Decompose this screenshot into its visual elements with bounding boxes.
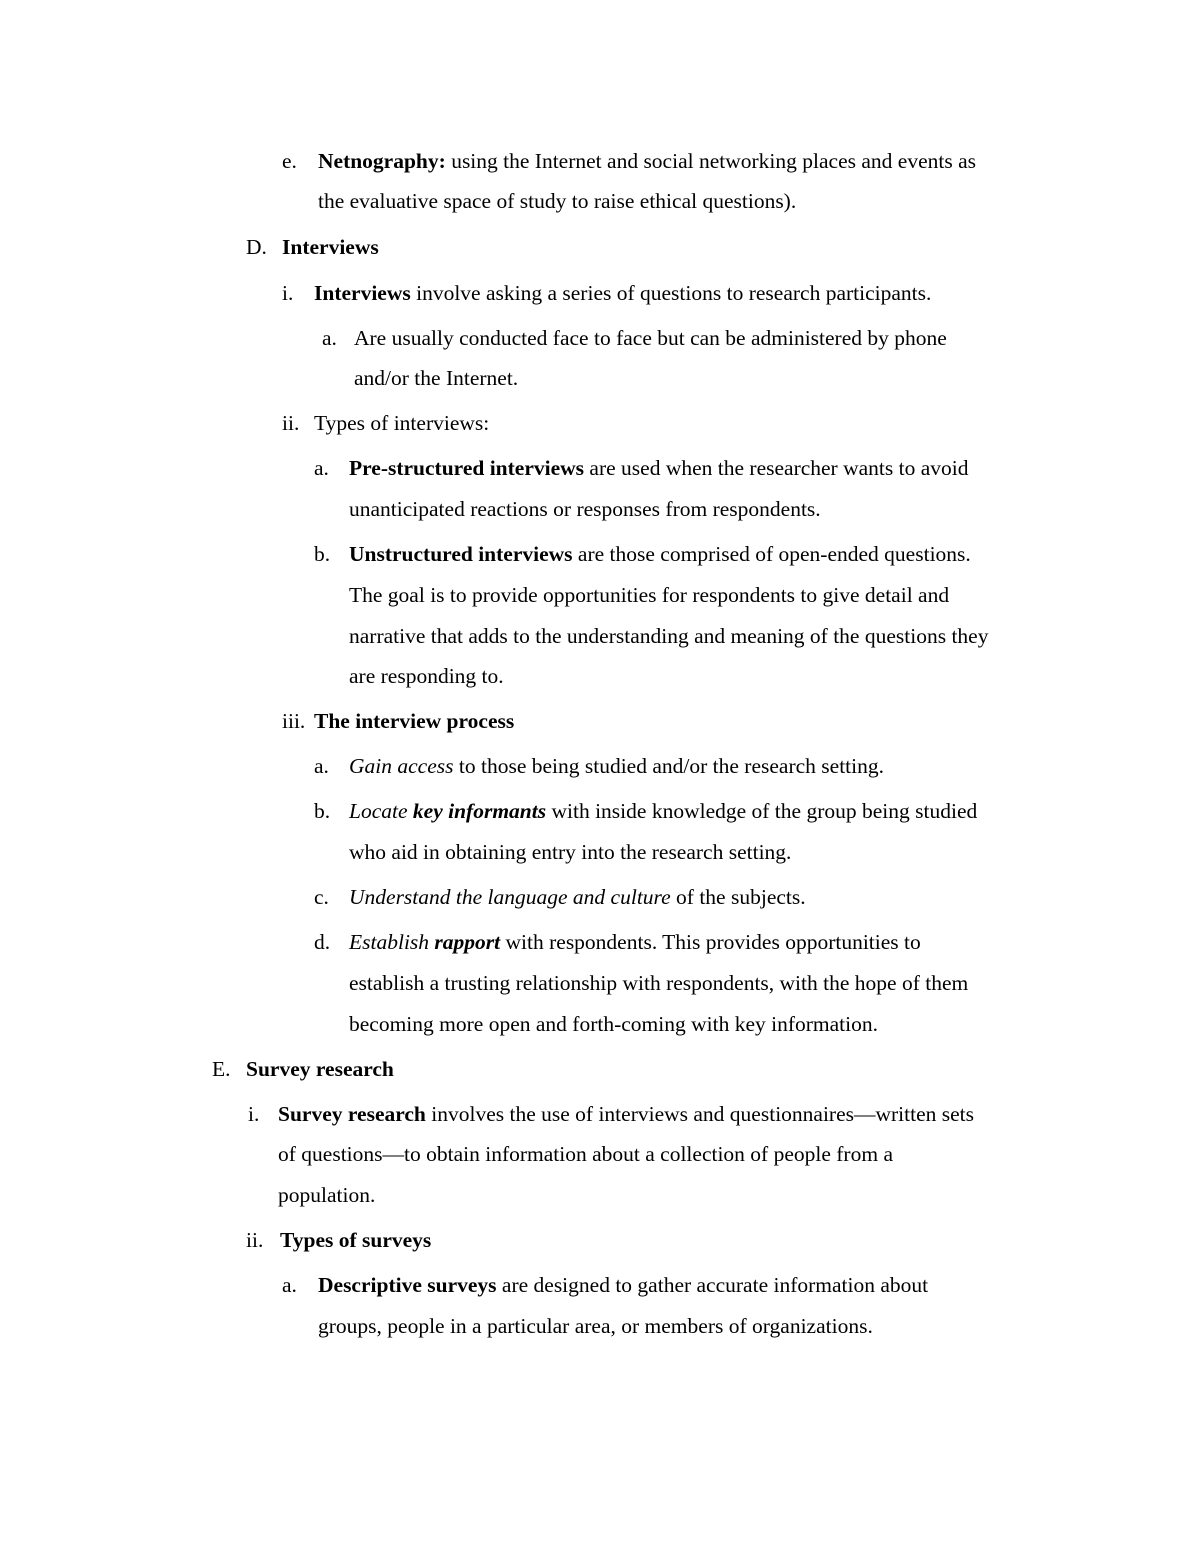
list-item-interviews-definition: Interviews involve asking a series of questions to research participants. <box>314 281 932 305</box>
list-item-continuation: becoming more open and forth-coming with key information. <box>349 1012 879 1036</box>
list-marker: i. <box>282 281 294 305</box>
list-item-rapport: Establish rapport with respondents. This provides opportunities to <box>349 930 921 954</box>
term-netnography: Netnography: <box>318 149 446 173</box>
list-item-continuation: narrative that adds to the understanding and meaning of the questions they <box>349 624 989 648</box>
list-item-language-culture: Understand the language and culture of the subjects. <box>349 885 806 909</box>
list-item-descriptive-surveys: Descriptive surveys are designed to gather accurate information about <box>318 1273 929 1297</box>
list-marker: a. <box>282 1273 297 1297</box>
list-item-continuation: The goal is to provide opportunities for respondents to give detail and <box>349 583 950 607</box>
list-marker: iii. <box>282 709 306 733</box>
list-item-continuation: who aid in obtaining entry into the research setting. <box>349 840 792 864</box>
list-item-continuation: establish a trusting relationship with respondents, with the hope of them <box>349 971 969 995</box>
term-survey-research: Survey research <box>278 1102 426 1126</box>
list-item-continuation: are responding to. <box>349 664 504 688</box>
term-interviews: Interviews <box>314 281 411 305</box>
list-item-continuation: population. <box>278 1183 376 1207</box>
term-language-culture: Understand the language and culture <box>349 885 671 909</box>
list-item-continuation: and/or the Internet. <box>354 366 519 390</box>
list-item-continuation: the evaluative space of study to raise ethical questions). <box>318 189 797 213</box>
section-heading-survey-research: Survey research <box>246 1057 394 1081</box>
list-marker: a. <box>314 456 329 480</box>
list-marker: b. <box>314 799 331 823</box>
term-unstructured: Unstructured interviews <box>349 542 573 566</box>
section-marker: D. <box>246 235 267 259</box>
list-marker: e. <box>282 149 297 173</box>
list-item-conducted: Are usually conducted face to face but can be administered by phone <box>354 326 947 350</box>
term-descriptive-surveys: Descriptive surveys <box>318 1273 497 1297</box>
subheading-types-of-surveys: Types of surveys <box>280 1228 432 1252</box>
list-item-unstructured: Unstructured interviews are those comprised of open-ended questions. <box>349 542 971 566</box>
term-gain-access: Gain access <box>349 754 454 778</box>
list-marker: i. <box>248 1102 260 1126</box>
list-marker: a. <box>322 326 337 350</box>
list-marker: ii. <box>282 411 300 435</box>
list-item-key-informants: Locate key informants with inside knowledge of the group being studied <box>349 799 978 823</box>
subheading-interview-process: The interview process <box>314 709 515 733</box>
list-item-gain-access: Gain access to those being studied and/or the research setting. <box>349 754 884 778</box>
list-item-continuation: unanticipated reactions or responses from respondents. <box>349 497 821 521</box>
list-item-netnography: Netnography: using the Internet and social networking places and events as <box>318 149 976 173</box>
term-rapport: rapport <box>434 930 501 954</box>
list-marker: d. <box>314 930 331 954</box>
list-marker: b. <box>314 542 331 566</box>
section-marker: E. <box>212 1057 231 1081</box>
list-item-continuation: groups, people in a particular area, or members of organizations. <box>318 1314 873 1338</box>
list-item-types-of-interviews: Types of interviews: <box>314 411 490 435</box>
term-key-informants: key informants <box>412 799 547 823</box>
term-pre-structured: Pre-structured interviews <box>349 456 585 480</box>
list-item-pre-structured: Pre-structured interviews are used when the researcher wants to avoid <box>349 456 969 480</box>
list-marker: a. <box>314 754 329 778</box>
list-item-survey-definition: Survey research involves the use of interviews and questionnaires—written sets <box>278 1102 975 1126</box>
list-marker: c. <box>314 885 329 909</box>
list-marker: ii. <box>246 1228 264 1252</box>
list-item-continuation: of questions—to obtain information about a collection of people from a <box>278 1142 893 1166</box>
section-heading-interviews: Interviews <box>282 235 379 259</box>
